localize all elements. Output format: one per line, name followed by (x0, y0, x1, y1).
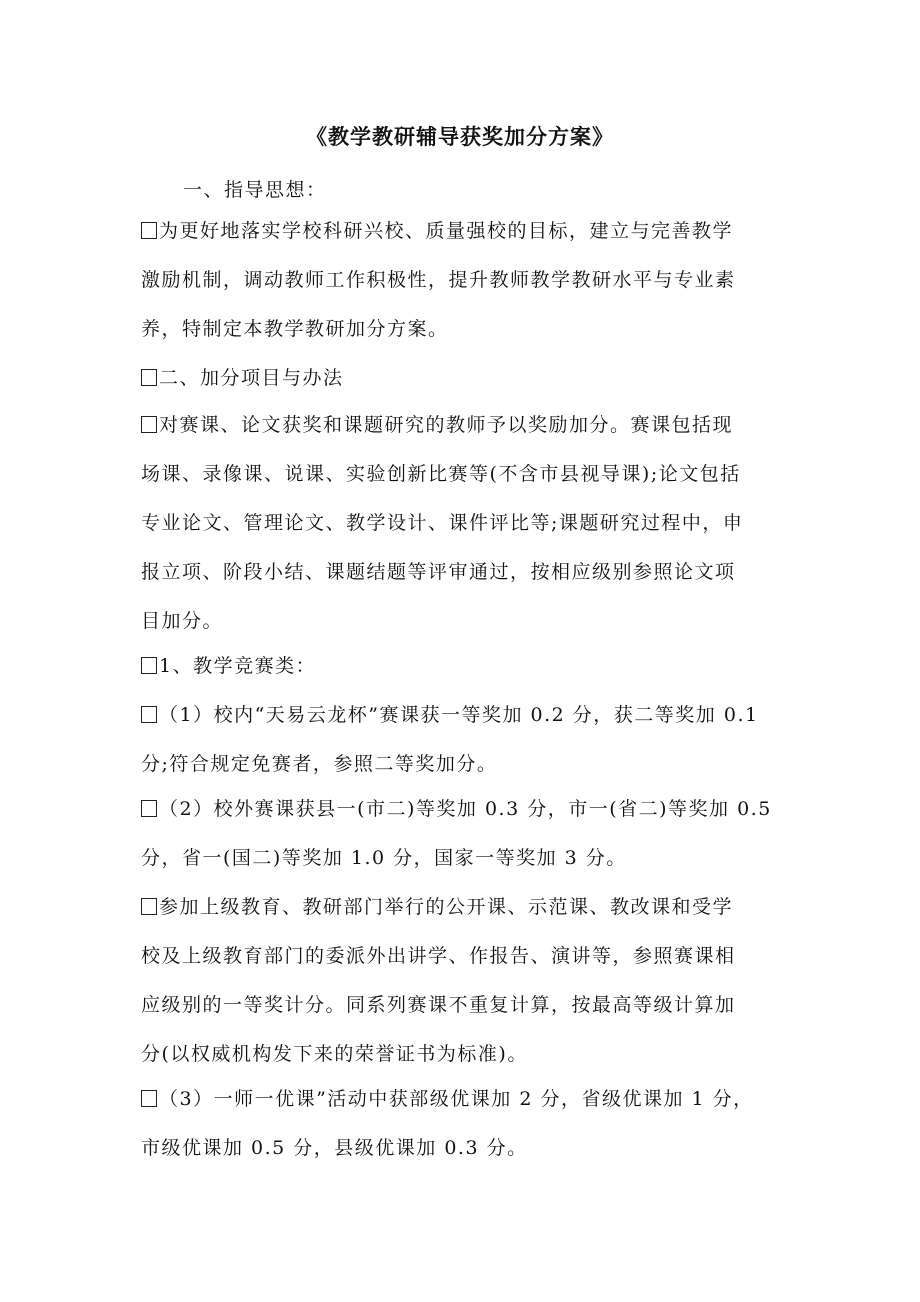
paragraph-line: 为更好地落实学校科研兴校、质量强校的目标，建立与完善教学 (141, 207, 801, 256)
section-heading-text: 一、指导思想： (183, 179, 327, 201)
paragraph-open-lessons (141, 883, 801, 1079)
paragraph-purpose (141, 207, 801, 354)
paragraph-line: 养，特制定本教学教研加分方案。 (141, 318, 449, 340)
missing-glyph-box-icon (141, 369, 157, 386)
missing-glyph-box-icon (141, 898, 157, 915)
item-heading-line: 1、教学竞赛类： (141, 642, 801, 691)
paragraph-line: （1）校内“天易云龙杯”赛课获一等奖加 0.2 分，获二等奖加 0.1 (141, 691, 801, 740)
missing-glyph-box-icon (141, 222, 157, 239)
missing-glyph-box-icon (141, 706, 157, 723)
missing-glyph-box-icon (141, 416, 157, 433)
paragraph-line: 分(以权威机构发下来的荣誉证书为标准)。 (141, 1043, 528, 1065)
item-heading-teaching-competition (141, 642, 801, 691)
paragraph-line: 报立项、阶段小结、课题结题等评审通过，按相应级别参照论文项 (141, 561, 736, 583)
paragraph-line: 分;符合规定免赛者，参照二等奖加分。 (141, 753, 498, 775)
section-heading-line: 二、加分项目与办法 (141, 354, 801, 403)
document-title: 《教学教研辅导获奖加分方案》 (306, 124, 614, 149)
paragraph-line: 目加分。 (141, 610, 224, 632)
paragraph-line: 激励机制，调动教师工作积极性，提升教师教学教研水平与专业素 (141, 269, 736, 291)
paragraph-line: 应级别的一等奖计分。同系列赛课不重复计算，按最高等级计算加 (141, 994, 736, 1016)
paragraph-line: 市级优课加 0.5 分，县级优课加 0.3 分。 (141, 1137, 528, 1159)
paragraph-line: 校及上级教育部门的委派外出讲学、作报告、演讲等，参照赛课相 (141, 945, 736, 967)
paragraph-line: （3）一师一优课”活动中获部级优课加 2 分，省级优课加 1 分， (141, 1075, 801, 1124)
item-external-competition (141, 785, 801, 883)
paragraph-line: 对赛课、论文获奖和课题研究的教师予以奖励加分。赛课包括现 (141, 401, 801, 450)
missing-glyph-box-icon (141, 800, 157, 817)
paragraph-line: 专业论文、管理论文、教学设计、课件评比等;课题研究过程中，申 (141, 512, 744, 534)
paragraph-line: 参加上级教育、教研部门举行的公开课、示范课、教改课和受学 (141, 883, 801, 932)
item-excellent-lesson (141, 1075, 801, 1173)
item-school-competition (141, 691, 801, 789)
missing-glyph-box-icon (141, 657, 157, 674)
missing-glyph-box-icon (141, 1090, 157, 1107)
paragraph-line: 场课、录像课、说课、实验创新比赛等(不含市县视导课);论文包括 (141, 463, 741, 485)
paragraph-line: （2）校外赛课获县一(市二)等奖加 0.3 分，市一(省二)等奖加 0.5 (141, 785, 801, 834)
paragraph-line: 分，省一(国二)等奖加 1.0 分，国家一等奖加 3 分。 (141, 847, 627, 869)
section-heading-scoring (141, 354, 801, 403)
paragraph-award-scope (141, 401, 801, 646)
